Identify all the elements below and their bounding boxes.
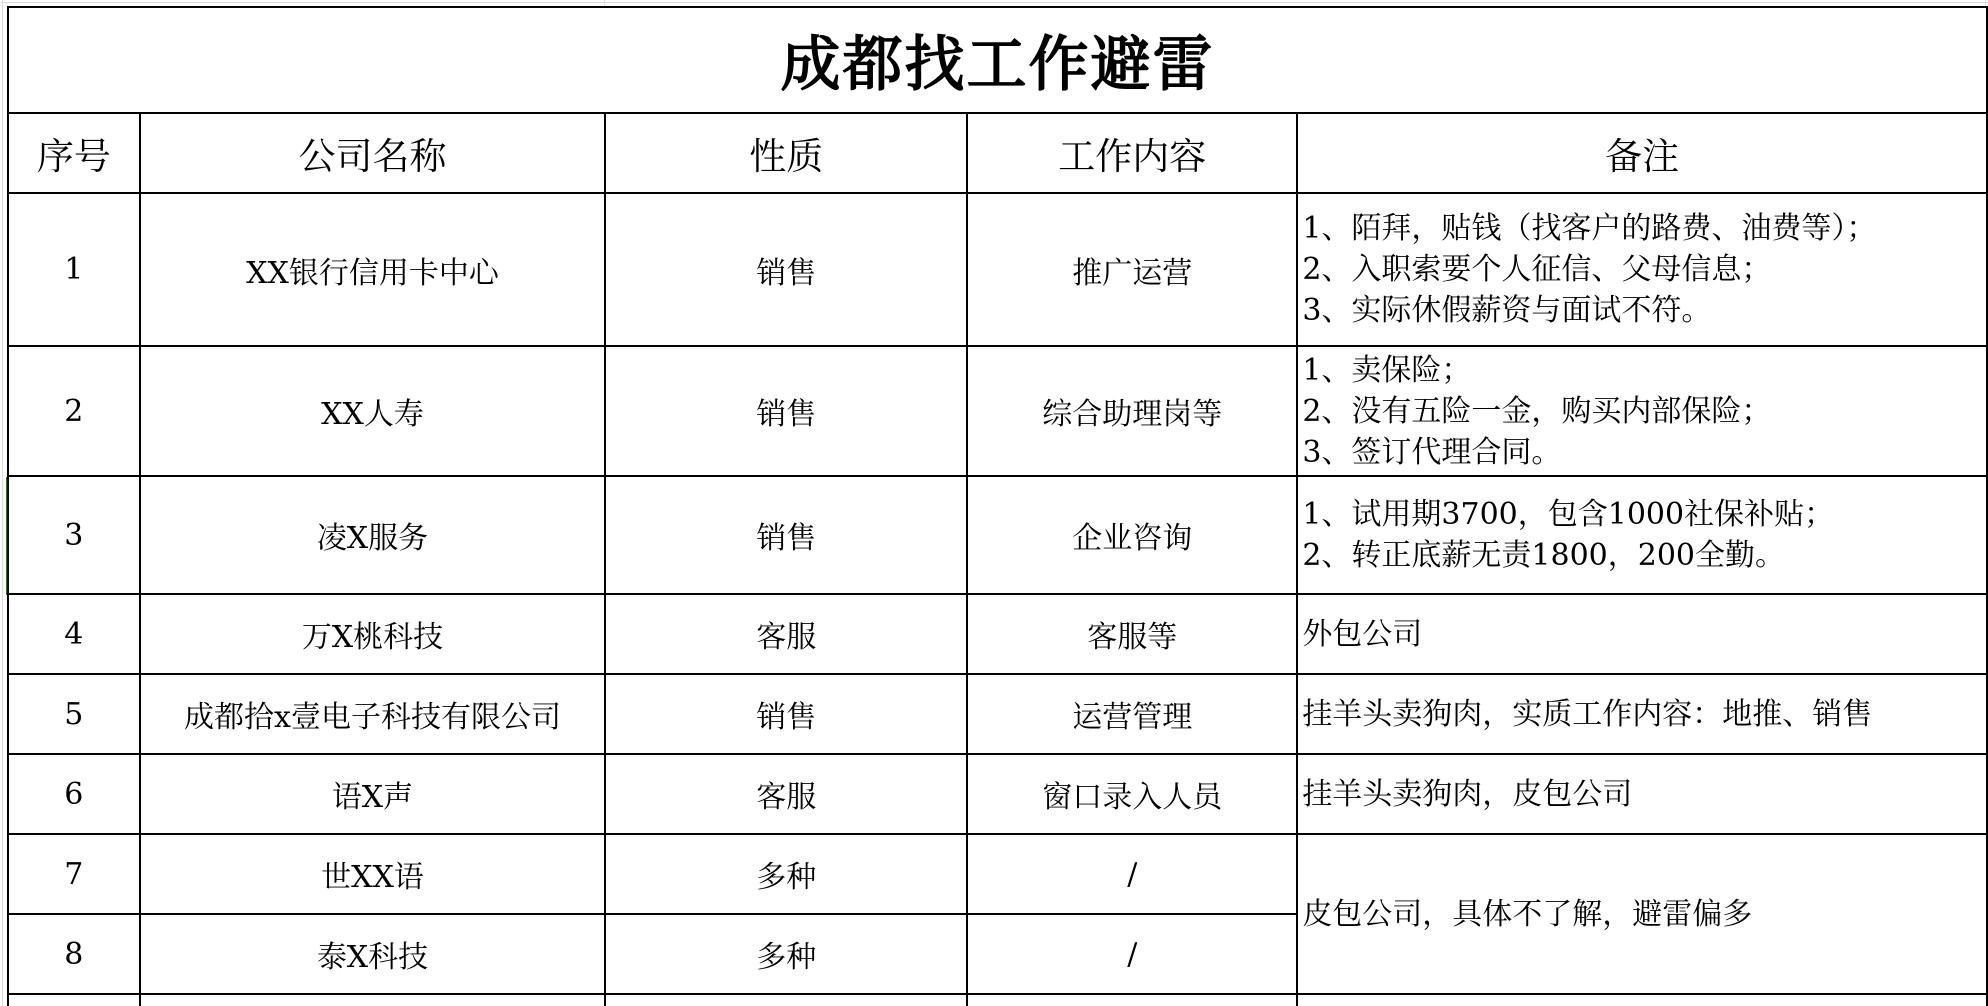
cell-work[interactable]: 推广运营 [967,193,1297,346]
cell-empty[interactable] [8,994,140,1006]
cell-company[interactable]: 泰X科技 [140,914,606,994]
note-line: 挂羊头卖狗肉，皮包公司 [1302,776,1633,812]
cell-no[interactable]: 6 [8,754,140,834]
cell-company[interactable]: 成都拾x壹电子科技有限公司 [140,674,606,754]
header-cell-company[interactable]: 公司名称 [140,113,606,193]
note-line: 皮包公司，具体不了解，避雷偏多 [1302,896,1753,932]
header-cell-work[interactable]: 工作内容 [967,113,1297,193]
note-line: 挂羊头卖狗肉，实质工作内容：地推、销售 [1302,696,1873,732]
header-cell-no[interactable]: 序号 [8,113,140,193]
cell-empty[interactable] [967,994,1297,1006]
cell-no[interactable]: 5 [8,674,140,754]
cell-no[interactable]: 8 [8,914,140,994]
cell-notes[interactable] [1297,594,1987,674]
cell-company[interactable]: XX人寿 [140,346,606,476]
cell-notes-merged[interactable] [1297,834,1987,994]
table-row [8,674,1987,754]
cell-work[interactable]: / [967,914,1297,994]
gridline [0,2,1988,3]
cell-work[interactable]: / [967,834,1297,914]
cell-work[interactable]: 综合助理岗等 [967,346,1297,476]
note-line: 3、签订代理合同。 [1302,434,1562,470]
cell-no[interactable]: 3 [8,476,140,594]
cell-notes[interactable] [1297,346,1987,476]
table-row [8,754,1987,834]
note-line: 1、卖保险； [1302,352,1472,388]
cell-nature[interactable]: 销售 [605,193,967,346]
cell-notes[interactable] [1297,754,1987,834]
cell-empty[interactable] [140,994,606,1006]
cell-notes[interactable] [1297,674,1987,754]
table-row [8,594,1987,674]
table-row [8,193,1987,346]
header-row [8,113,1987,193]
cell-nature[interactable]: 客服 [605,754,967,834]
blacklist-table [7,6,1988,1006]
cell-no[interactable]: 2 [8,346,140,476]
cell-empty[interactable] [1297,994,1987,1006]
note-line: 2、转正底薪无责1800，200全勤。 [1302,538,1786,573]
cell-empty[interactable] [605,994,967,1006]
cell-work[interactable]: 企业咨询 [967,476,1297,594]
cell-no[interactable]: 7 [8,834,140,914]
cell-company[interactable]: XX银行信用卡中心 [140,193,606,346]
header-cell-notes[interactable]: 备注 [1297,113,1987,193]
cell-nature[interactable]: 销售 [605,476,967,594]
cell-work[interactable]: 窗口录入人员 [967,754,1297,834]
table-row [8,346,1987,476]
cell-nature[interactable]: 销售 [605,674,967,754]
note-line: 1、陌拜，贴钱（找客户的路费、油费等）； [1302,211,1877,246]
table-row-partial [8,994,1987,1006]
cell-company[interactable]: 万X桃科技 [140,594,606,674]
cell-company[interactable]: 凌X服务 [140,476,606,594]
table-row [8,476,1987,594]
cell-nature[interactable]: 多种 [605,834,967,914]
cell-work[interactable]: 运营管理 [967,674,1297,754]
note-line: 外包公司 [1302,616,1423,652]
note-line: 2、入职索要个人征信、父母信息； [1302,252,1772,287]
cell-company[interactable]: 世XX语 [140,834,606,914]
cell-notes[interactable] [1297,476,1987,594]
cell-work[interactable]: 客服等 [967,594,1297,674]
cell-company[interactable]: 语X声 [140,754,606,834]
cell-no[interactable]: 4 [8,594,140,674]
note-line: 3、实际休假薪资与面试不符。 [1302,293,1712,328]
note-line: 1、试用期3700，包含1000社保补贴； [1302,497,1835,532]
header-cell-nature[interactable]: 性质 [605,113,967,193]
note-line: 2、没有五险一金，购买内部保险； [1302,393,1772,429]
table-row [8,834,1987,914]
cell-no[interactable]: 1 [8,193,140,346]
cell-nature[interactable]: 客服 [605,594,967,674]
sheet-title[interactable]: 成都找工作避雷 [8,7,1987,113]
cell-nature[interactable]: 销售 [605,346,967,476]
gridline [2,0,3,1006]
cell-nature[interactable]: 多种 [605,914,967,994]
cell-notes[interactable] [1297,193,1987,346]
